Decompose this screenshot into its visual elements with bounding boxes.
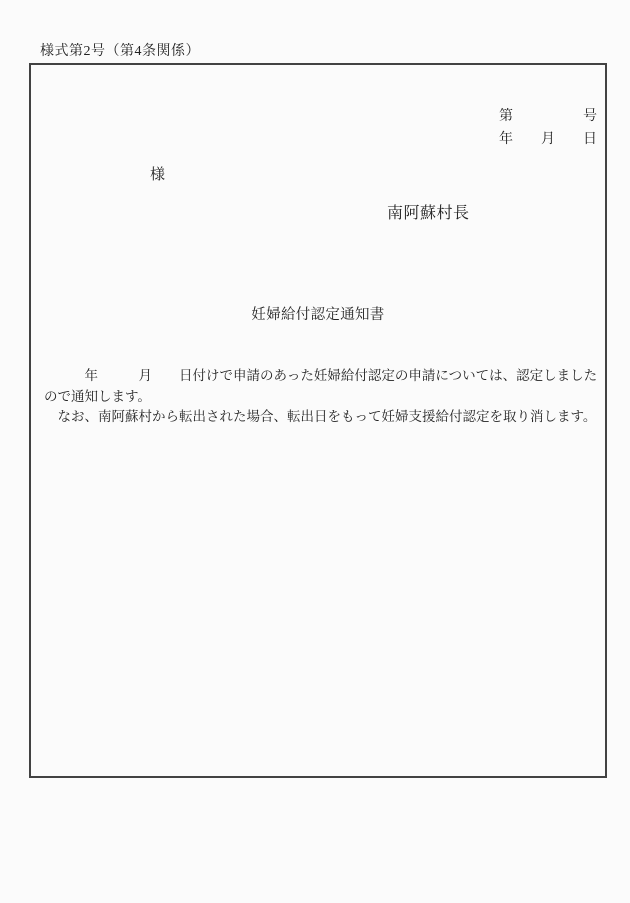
body-line-1: 年 月 日付けで申請のあった妊婦給付認定の申請については、認定しました [44,368,598,383]
doc-number-line: 第 号 [499,109,597,124]
addressee-honorific: 様 [150,167,166,183]
doc-date-line: 年 月 日 [499,132,597,147]
document-title: 妊婦給付認定通知書 [251,307,385,323]
body-line-3: なお、南阿蘇村から転出された場合、転出日をもって妊婦支援給付認定を取り消します。 [44,409,597,424]
body-line-2: ので通知します。 [44,388,151,404]
document-frame [29,63,607,778]
form-label: 様式第2号（第4条関係） [40,44,200,59]
sender-name: 南阿蘇村長 [387,205,470,222]
body-paragraph [44,366,601,428]
